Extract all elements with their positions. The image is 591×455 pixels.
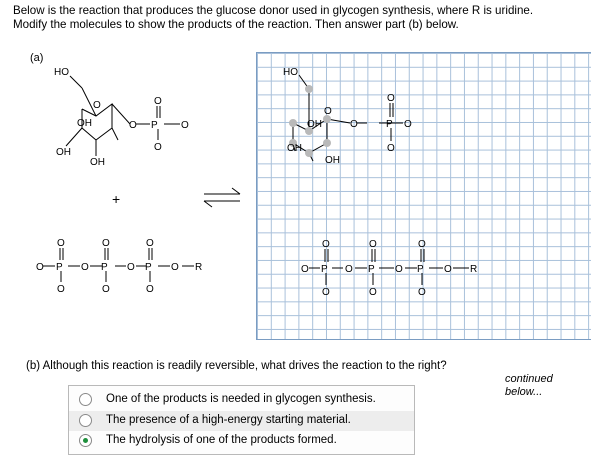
utp-p1: P: [56, 262, 63, 273]
utp-o-top-2: O: [102, 238, 110, 249]
instructions-line-1: Below is the reaction that produces the glucose donor used in glycogen synthesis, where R is uridine.: [13, 4, 534, 17]
utp-p3: P: [145, 262, 152, 273]
grid-utp-p1: P: [321, 264, 328, 275]
phosphate-o-bottom: O: [154, 142, 162, 153]
grid-utp-o-top-2: O: [369, 239, 377, 250]
utp-o-bottom-1: O: [57, 284, 65, 295]
answer-choices: [68, 385, 415, 455]
utp-o2: O: [127, 262, 135, 273]
grid-utp-r-label: R: [470, 264, 478, 275]
instructions-line-2: Modify the molecules to show the products of the reaction. Then answer part (b) below.: [13, 18, 459, 31]
ring-oxygen-label: O: [93, 100, 101, 111]
grid-oh-left-label: OH: [287, 143, 302, 154]
part-a-label: (a): [30, 52, 44, 64]
radio-button-1[interactable]: [79, 393, 92, 406]
anomeric-bond: [112, 104, 130, 124]
grid-utp-p3: P: [417, 264, 424, 275]
radio-button-3-selected[interactable]: [79, 434, 92, 447]
choice-1-label: One of the products is needed in glycogen synthesis.: [106, 393, 376, 405]
grid-utp-o-bottom-1: O: [322, 287, 330, 298]
grid-o-top: O: [387, 93, 395, 104]
grid-utp-o3: O: [444, 264, 452, 275]
choice-3[interactable]: [69, 431, 414, 451]
drawing-grid-canvas[interactable]: [256, 52, 591, 340]
grid-oh-bottom-label: OH: [325, 155, 340, 166]
oh-bottom-label: OH: [90, 157, 105, 168]
part-b-question: (b) Although this reaction is readily reversible, what drives the reaction to the right?: [26, 360, 447, 372]
grid-ring-oxygen: O: [324, 106, 332, 117]
grid-oh-ring-label: OH: [307, 119, 322, 130]
utp-p2: P: [101, 262, 108, 273]
grid-utp-p2: P: [368, 264, 375, 275]
reactants-diagram: [0, 58, 250, 308]
utp-o-bottom-2: O: [102, 284, 110, 295]
grid-utp-o-top-1: O: [322, 239, 330, 250]
grid-ester-oxygen: O: [350, 119, 358, 130]
choice-2-label: The presence of a high-energy starting material.: [106, 414, 351, 426]
phosphate-o-end: O: [181, 120, 189, 131]
grid-utp-o-left: O: [301, 264, 309, 275]
equilibrium-arrows-icon: [202, 186, 244, 210]
choice-3-label: The hydrolysis of one of the products formed.: [106, 434, 337, 446]
grid-o-bottom: O: [387, 143, 395, 154]
continued-below-note: continued below...: [505, 373, 553, 398]
selected-dot-icon: [83, 438, 88, 443]
instructions-text: [13, 4, 588, 32]
grid-ho-label: HO: [283, 67, 298, 78]
grid-utp-o1: O: [345, 264, 353, 275]
utp-o-top-1: O: [57, 238, 65, 249]
phosphate-ester-oxygen: O: [129, 120, 137, 131]
grid-utp-o-bottom-2: O: [369, 287, 377, 298]
utp-o3: O: [171, 262, 179, 273]
grid-utp-o-bottom-3: O: [418, 287, 426, 298]
utp-o-bottom-3: O: [146, 284, 154, 295]
phosphate-p-label: P: [151, 120, 158, 131]
grid-p-label: P: [386, 119, 393, 130]
radio-button-2[interactable]: [79, 414, 92, 427]
phosphate-o-top: O: [154, 96, 162, 107]
choice-2[interactable]: [69, 411, 414, 431]
utp-o1: O: [81, 262, 89, 273]
plus-sign: +: [112, 191, 121, 207]
utp-r-label: R: [195, 262, 203, 273]
utp-o-left: O: [36, 262, 44, 273]
ho-top-label: HO: [54, 67, 69, 78]
oh-ring-label: OH: [77, 118, 92, 129]
grid-utp-o2: O: [395, 264, 403, 275]
utp-o-top-3: O: [146, 238, 154, 249]
grid-utp-o-top-3: O: [418, 239, 426, 250]
editable-molecules[interactable]: [257, 53, 591, 339]
oh-left-label: OH: [56, 147, 71, 158]
grid-o-end: O: [404, 119, 412, 130]
choice-1[interactable]: [69, 390, 414, 410]
